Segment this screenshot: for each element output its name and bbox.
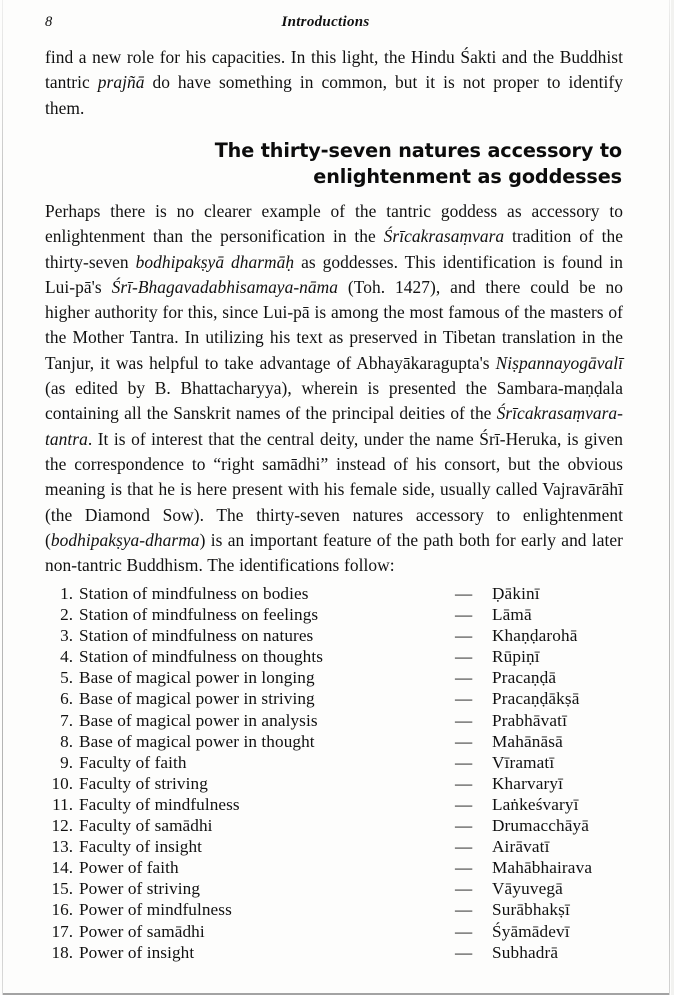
- identification-dash: —: [455, 900, 473, 920]
- paragraph-main: Perhaps there is no clearer example of the tantric goddess as accessory to enlightenment than the personification in the Śrīcakrasaṃvara tradition of the thirty-seven bodhipakṣyā dharmāḥ as goddesses. This identification is found in Lui-pā's Śrī-Bhagavadabhisamaya-nāma (Toh. 1427), and there could be no higher authority for this, since Lui-pā is among the most famous of the masters of the Mother Tantra. In utilizing his text as preserved in Tibetan translation in the Tanjur, it was helpful to take advantage of Abhayākaragupta's Niṣpannayogāvalī (as edited by B. Bhattacharyya), wherein is presented the Sambara-maṇḍala containing all the Sanskrit names of the principal deities of the Śrīcakrasaṃvara-tantra. It is of interest that the central deity, under the name Śrī-Heruka, is given the correspondence to “right samādhi” instead of his consort, but the obvious meaning is that he is here present with his female side, usually called Vajravārāhī (the Diamond Sow). The thirty-seven natures accessory to enlightenment (bodhipakṣya-dharma) is an important feature of the path both for early and later non-tantric Buddhism. The identifications follow:: [45, 201, 623, 576]
- identification-row: [45, 604, 623, 625]
- identification-goddess: Pracaṇḍā: [492, 668, 557, 688]
- identification-term: Faculty of striving: [79, 773, 208, 793]
- identification-goddess: Laṅkeśvaryī: [492, 794, 579, 814]
- identification-number: 6.: [60, 689, 73, 709]
- section-heading-line-2: enlightenment as goddesses: [313, 165, 622, 188]
- identification-list: [45, 583, 623, 963]
- identification-row: [45, 625, 623, 646]
- identification-term: Station of mindfulness on natures: [79, 626, 314, 646]
- running-head-title: Introductions: [281, 14, 370, 30]
- identification-term: Base of magical power in longing: [79, 668, 315, 688]
- identification-dash: —: [455, 731, 473, 751]
- identification-dash: —: [455, 626, 473, 646]
- identification-number: 17.: [51, 921, 73, 941]
- identification-number: 3.: [60, 626, 73, 646]
- identification-goddess: Mahānāsā: [492, 731, 563, 751]
- identification-goddess: Vīramatī: [492, 752, 555, 772]
- identification-term: Power of insight: [79, 942, 195, 962]
- identification-term: Power of samādhi: [79, 921, 205, 941]
- identification-row: [45, 942, 623, 963]
- identification-number: 8.: [60, 731, 73, 751]
- paragraph-continued: find a new role for his capacities. In this light, the Hindu Śakti and the Buddhist tantric prajñā do have something in common, but it is not proper to identify them.: [45, 47, 623, 118]
- identification-row: [45, 773, 623, 794]
- identification-goddess: Surābhakṣī: [492, 900, 570, 920]
- identification-number: 18.: [51, 942, 73, 962]
- running-head: [45, 14, 646, 32]
- identification-row: [45, 710, 623, 731]
- identification-row: [45, 836, 623, 857]
- page-edge-right: [669, 0, 670, 998]
- identification-term: Faculty of mindfulness: [79, 794, 240, 814]
- identification-number: 15.: [51, 879, 73, 899]
- identification-dash: —: [455, 794, 473, 814]
- identification-term: Faculty of samādhi: [79, 816, 213, 836]
- identification-term: Faculty of faith: [79, 752, 187, 772]
- identification-goddess: Ḍākinī: [492, 584, 540, 603]
- identification-term: Base of magical power in striving: [79, 689, 315, 709]
- identification-number: 1.: [60, 584, 73, 603]
- identification-row: [45, 667, 623, 688]
- identification-number: 5.: [60, 668, 73, 688]
- identification-number: 10.: [51, 773, 73, 793]
- identification-number: 12.: [51, 816, 73, 836]
- identification-dash: —: [455, 647, 473, 667]
- identification-row: [45, 878, 623, 899]
- identification-goddess: Rūpiṇī: [492, 647, 540, 667]
- identification-row: [45, 815, 623, 836]
- identification-number: 4.: [60, 647, 73, 667]
- page-edge-left: [2, 0, 3, 998]
- identification-dash: —: [455, 773, 473, 793]
- identification-goddess: Pracaṇḍākṣā: [492, 689, 580, 709]
- identification-term: Power of mindfulness: [79, 900, 232, 920]
- identification-dash: —: [455, 605, 473, 625]
- identification-goddess: Khaṇḍarohā: [492, 626, 578, 646]
- identification-row: [45, 646, 623, 667]
- identification-goddess: Prabhāvatī: [492, 710, 567, 730]
- identification-row: [45, 899, 623, 920]
- page-number: 8: [45, 14, 53, 30]
- identification-term: Station of mindfulness on feelings: [79, 605, 319, 625]
- identification-goddess: Mahābhairava: [492, 858, 593, 878]
- identification-row: [45, 794, 623, 815]
- identification-dash: —: [455, 668, 473, 688]
- identification-goddess: Kharvaryī: [492, 773, 564, 793]
- identification-term: Faculty of insight: [79, 837, 203, 857]
- identification-number: 16.: [51, 900, 73, 920]
- identification-goddess: Śyāmādevī: [492, 921, 570, 941]
- identification-dash: —: [455, 710, 473, 730]
- identification-goddess: Drumacchāyā: [492, 816, 590, 836]
- identification-goddess: Subhadrā: [492, 942, 559, 962]
- section-heading-line-1: The thirty-seven natures accessory to: [214, 139, 622, 162]
- identification-row: [45, 688, 623, 709]
- identification-number: 14.: [51, 858, 73, 878]
- identification-number: 13.: [51, 837, 73, 857]
- identification-dash: —: [455, 942, 473, 962]
- identification-term: Base of magical power in thought: [79, 731, 315, 751]
- identification-number: 11.: [52, 794, 73, 814]
- identification-dash: —: [455, 689, 473, 709]
- identification-number: 7.: [60, 710, 73, 730]
- identification-term: Power of striving: [79, 879, 201, 899]
- identification-row: [45, 731, 623, 752]
- identification-dash: —: [455, 921, 473, 941]
- identification-dash: —: [455, 752, 473, 772]
- identification-dash: —: [455, 816, 473, 836]
- section-heading: [45, 138, 623, 190]
- identification-row: [45, 857, 623, 878]
- identification-term: Power of faith: [79, 858, 179, 878]
- identification-goddess: Vāyuvegā: [492, 879, 563, 899]
- identification-dash: —: [455, 584, 473, 603]
- identification-term: Station of mindfulness on bodies: [79, 584, 309, 603]
- identification-dash: —: [455, 879, 473, 899]
- identification-goddess: Airāvatī: [492, 837, 550, 857]
- identification-term: Base of magical power in analysis: [79, 710, 318, 730]
- identification-row: [45, 752, 623, 773]
- identification-goddess: Lāmā: [492, 605, 532, 625]
- identification-number: 2.: [60, 605, 73, 625]
- identification-number: 9.: [60, 752, 73, 772]
- identification-term: Station of mindfulness on thoughts: [79, 647, 324, 667]
- identification-row: [45, 921, 623, 942]
- identification-dash: —: [455, 837, 473, 857]
- identification-row: [45, 583, 623, 604]
- identification-dash: —: [455, 858, 473, 878]
